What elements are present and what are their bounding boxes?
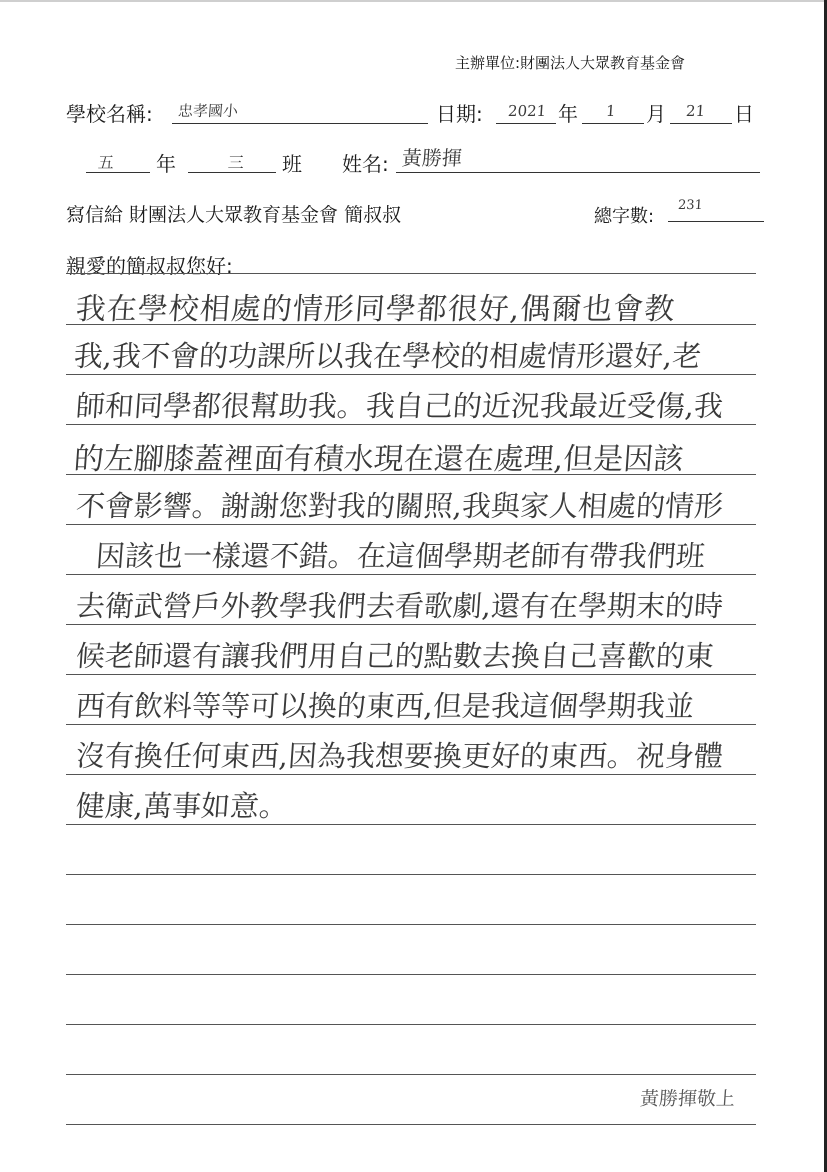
date-day: 21	[685, 102, 706, 120]
ruled-line	[66, 724, 756, 725]
date-month-underline	[582, 123, 644, 124]
ruled-line	[66, 924, 756, 925]
recipient-text: 寫信給 財團法人大眾教育基金會 簡叔叔	[66, 204, 402, 226]
letter-line: 候老師還有讓我們用自己的點數去換自己喜歡的東	[74, 639, 716, 673]
signature-text: 黃勝揮敬上	[639, 1088, 736, 1110]
date-day-unit: 日	[734, 102, 754, 126]
letter-line: 西有飲料等等可以換的東西,但是我這個學期我並	[74, 689, 696, 723]
ruled-line	[66, 974, 756, 975]
letter-line: 師和同學都很幫助我。我自己的近況我最近受傷,我	[74, 389, 725, 423]
greeting-text: 親愛的簡叔叔您好:	[66, 254, 233, 278]
ruled-line	[66, 674, 756, 675]
organizer-text: 主辦單位:財團法人大眾教育基金會	[455, 54, 686, 72]
letter-line: 不會影響。謝謝您對我的關照,我與家人相處的情形	[74, 489, 725, 523]
word-count-label: 總字數:	[594, 206, 655, 227]
grade-value: 五	[97, 153, 115, 172]
scan-top-edge	[0, 0, 827, 2]
school-label: 學校名稱:	[66, 102, 153, 126]
letter-line: 沒有換任何東西,因為我想要換更好的東西。祝身體	[74, 739, 725, 773]
letter-line: 去衛武營戶外教學我們去看歌劇,還有在學期末的時	[74, 589, 725, 623]
ruled-line	[66, 524, 756, 525]
ruled-line	[66, 1024, 756, 1025]
name-label: 姓名:	[342, 152, 389, 176]
date-label: 日期:	[436, 102, 483, 126]
letter-line: 我在學校相處的情形同學都很好,偶爾也會教	[74, 292, 677, 327]
school-value: 忠孝國小	[177, 102, 239, 120]
letter-line: 健康,萬事如意。	[74, 789, 290, 823]
grade-unit: 年	[156, 152, 176, 176]
date-day-underline	[670, 123, 732, 124]
date-year: 2021	[507, 102, 547, 120]
ruled-line	[66, 1124, 756, 1125]
letter-line: 因該也一樣還不錯。在這個學期老師有帶我們班	[94, 539, 707, 573]
letter-line: 的左腳膝蓋裡面有積水現在還在處理,但是因該	[72, 442, 685, 477]
date-month-unit: 月	[646, 102, 666, 126]
ruled-line	[66, 474, 756, 475]
grade-underline	[86, 172, 150, 173]
word-count-underline	[668, 221, 764, 222]
date-month: 1	[605, 102, 617, 120]
ruled-line	[66, 624, 756, 625]
ruled-line	[66, 1074, 756, 1075]
ruled-line	[66, 324, 756, 325]
ruled-line	[66, 374, 756, 375]
word-count-value: 231	[677, 198, 704, 213]
name-value: 黃勝揮	[401, 146, 463, 170]
class-unit: 班	[282, 152, 302, 176]
date-year-underline	[496, 123, 556, 124]
ruled-line	[66, 273, 756, 274]
ruled-line	[66, 824, 756, 825]
school-underline	[172, 123, 428, 124]
date-year-unit: 年	[558, 102, 578, 126]
name-underline	[396, 172, 760, 173]
ruled-line	[66, 424, 756, 425]
ruled-line	[66, 774, 756, 775]
ruled-line	[66, 874, 756, 875]
ruled-line	[66, 574, 756, 575]
letter-line: 我,我不會的功課所以我在學校的相處情形還好,老	[72, 339, 703, 373]
class-underline	[188, 172, 276, 173]
class-value: 三	[227, 153, 245, 172]
